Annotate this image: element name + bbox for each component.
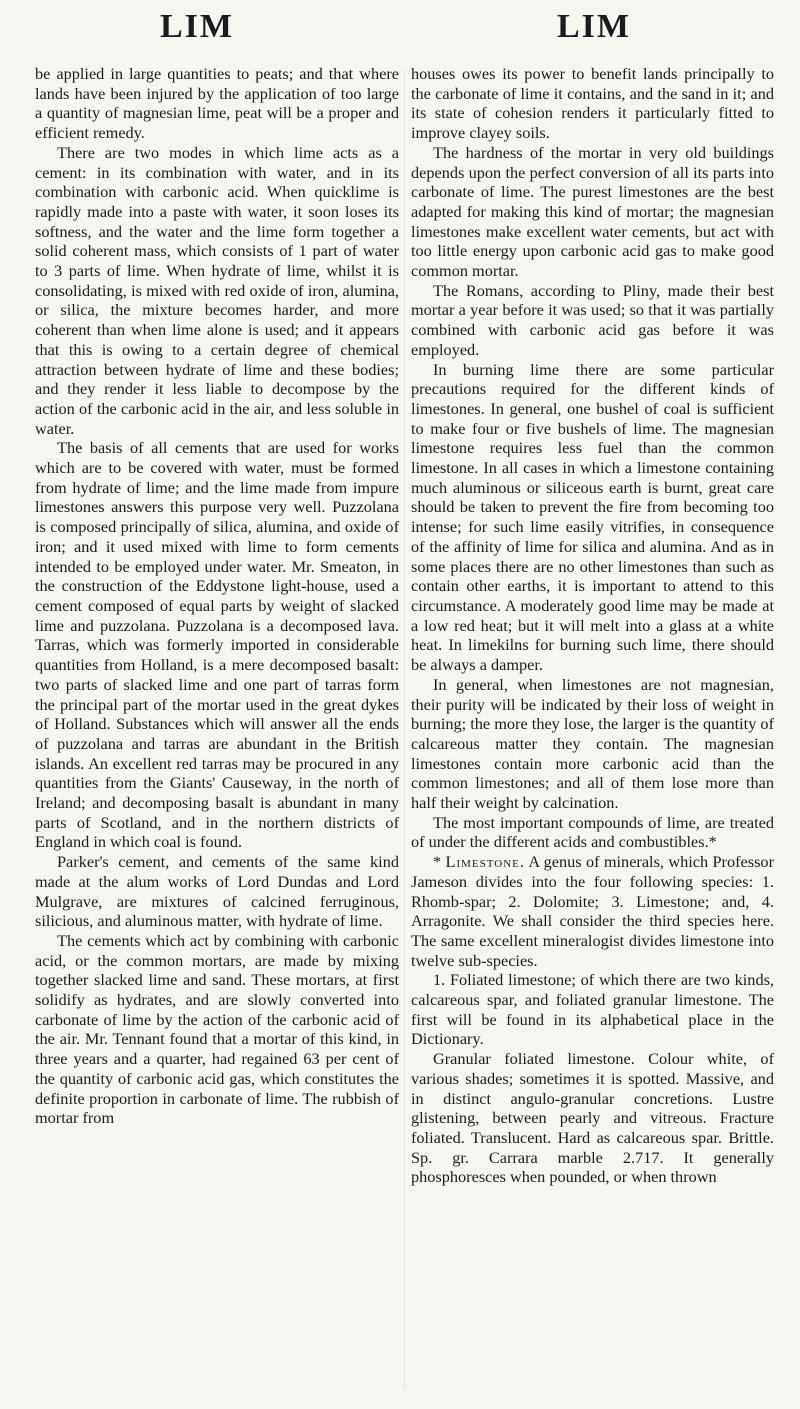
left-column — [35, 64, 399, 1128]
column-gutter — [404, 70, 405, 1390]
paragraph: The Romans, according to Pliny, made their best mortar a year before it was used; so that it was partially combined with carbonic acid gas before it was employed. — [411, 280, 774, 359]
paragraph: be applied in large quantities to peats; and that where lands have been injured by the application of too large a quantity of magnesian lime, peat will be a proper and efficient remedy. — [35, 64, 399, 143]
paragraph: In burning lime there are some particular precautions required for the different kinds of limestones. In general, one bushel of coal is sufficient to make four or five bushels of lime. The magnesian limestone requires less fuel than the common limestone. In all cases in which a limestone containing much aluminous or siliceous earth is burnt, great care should be taken to prevent the fire from becoming too intense; for such lime easily vitrifies, in consequence of the affinity of lime for silica and alumina. And as in some places there are no other limestones than such as contain other earths, it is important to attend to this circumstance. A moderately good lime may be made at a low red heat; but it will melt into a glass at a white heat. In limekilns for burning such lime, there should be always a damper. — [411, 359, 774, 675]
paragraph: Parker's cement, and cements of the same kind made at the alum works of Lord Dundas and Lord Mulgrave, are mixtures of calcined ferruginous, silicious, and aluminous matter, with hydrate of lime. — [35, 852, 399, 931]
right-column — [411, 64, 774, 1187]
paragraph: In general, when limestones are not magnesian, their purity will be indicated by their loss of weight in burning; the more they lose, the larger is the quantity of calcareous matter they contain. The magnesian limestones contain more carbonic acid than the common limestones; and all of them lose more than half their weight by calcination. — [411, 674, 774, 813]
paragraph: There are two modes in which lime acts as a cement: in its combination with water, and in its combination with carbonic acid. When quicklime is rapidly made into a paste with water, it soon loses its softness, and the water and the lime form together a solid coherent mass, which consists of 1 part of water to 3 parts of lime. When hydrate of lime, whilst it is consolidating, is mixed with red oxide of iron, alumina, or silica, the mixture becomes harder, and more coherent than when lime alone is used; and it appears that this is owing to a certain degree of chemical attraction between hydrate of lime and these bodies; and they render it less liable to decompose by the action of the carbonic acid in the air, and less soluble in water. — [35, 142, 399, 438]
paragraph: The cements which act by combining with carbonic acid, or the common mortars, are made by mixing together slacked lime and sand. These mortars, at first solidify as hydrates, and are slowly converted into carbonate of lime by the action of the carbonic acid of the air. Mr. Tennant found that a mortar of this kind, in three years and a quarter, had regained 63 per cent of the quantity of carbonic acid gas, which constitutes the definite proportion in carbonate of lime. The rubbish of mortar from — [35, 930, 399, 1128]
entry-term: Limestone. — [445, 852, 525, 872]
header-left-title: LIM — [160, 8, 234, 45]
running-header — [0, 2, 800, 56]
paragraph: The basis of all cements that are used for works which are to be covered with water, must be formed from hydrate of lime; and the lime made from impure limestones answers this purpose very well. Puzzolana is composed principally of silica, alumina, and oxide of iron; and it used mixed with lime to form cements intended to be employed under water. Mr. Smeaton, in the construction of the Eddystone light-house, used a cement composed of equal parts by weight of slacked lime and puzzolana. Puzzolana is a decomposed lava. Tarras, which was formerly imported in considerable quantities from Holland, is a mere decomposed basalt: two parts of slacked lime and one part of tarras form the principal part of the mortar used in the great dykes of Holland. Substances which will answer all the ends of puzzolana and tarras are abundant in the British islands. An excellent red tarras may be procured in any quantities from the Giants' Causeway, in the north of Ireland; and decomposing basalt is abundant in many parts of Scotland, and in the northern districts of England in which coal is found. — [35, 438, 399, 852]
paragraph: The most important compounds of lime, are treated of under the different acids and combustibles.* — [411, 812, 774, 852]
paragraph: 1. Foliated limestone; of which there are two kinds, calcareous spar, and foliated granular limestone. The first will be found in its alphabetical place in the Dictionary. — [411, 970, 774, 1049]
paragraph: Granular foliated limestone. Colour white, of various shades; sometimes it is spotted. Massive, and in distinct angulo-granular concretions. Lustre glistening, between pearly and vitreous. Fracture foliated. Translucent. Hard as calcareous spar. Brittle. Sp. gr. Carrara marble 2.717. It generally phosphoresces when pounded, or when thrown — [411, 1049, 774, 1187]
paragraph: The hardness of the mortar in very old buildings depends upon the perfect conversion of all its parts into carbonate of lime. The purest limestones are the best adapted for making this kind of mortar; the magnesian limestones make excellent water cements, but act with too little energy upon carbonic acid gas to make good common mortar. — [411, 142, 774, 281]
footnote-marker: * — [433, 852, 446, 872]
entry-text: A genus of minerals, which Professor Jameson divides into the four following species: 1. Rhomb-spar; 2. Dolomite; 3. Limestone; and, 4. Arragonite. We shall consider the third species here. The same excellent mineralogist divides limestone into twelve sub-species. — [411, 852, 774, 970]
paragraph: houses owes its power to benefit lands principally to the carbonate of lime it contains, and the sand in it; and its state of cohesion renders it particularly fitted to improve clayey soils. — [411, 64, 774, 143]
limestone-entry — [411, 852, 774, 970]
header-right-title: LIM — [557, 8, 631, 45]
